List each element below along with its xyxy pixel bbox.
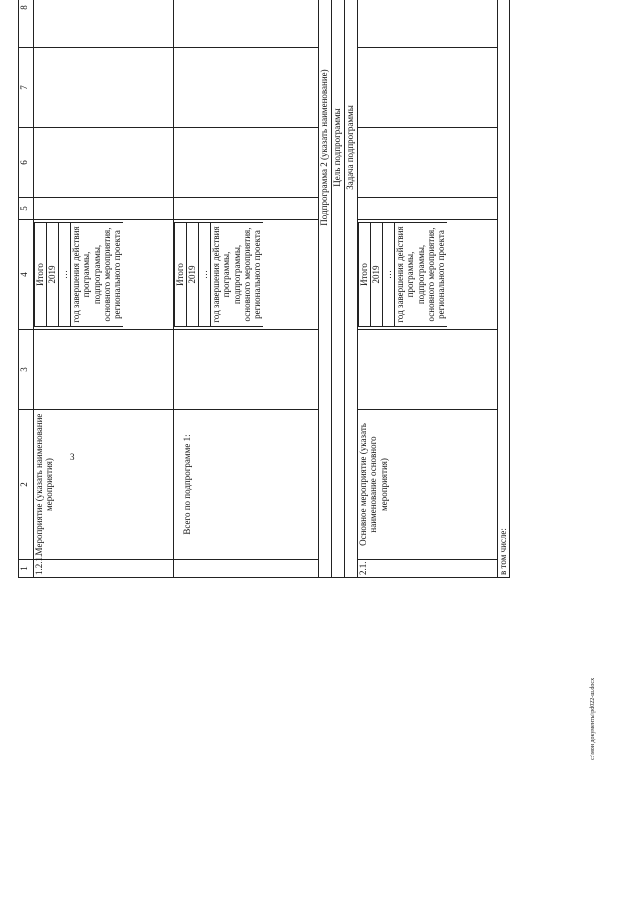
row-name: Всего по подпрограмме 1: bbox=[174, 410, 319, 560]
goal-row bbox=[332, 0, 345, 578]
table-row bbox=[358, 0, 498, 578]
column-number-row bbox=[19, 0, 34, 578]
task-row bbox=[345, 0, 358, 578]
empty-cell bbox=[34, 198, 174, 220]
col-7: 7 bbox=[19, 48, 34, 128]
empty-cell bbox=[34, 330, 174, 410]
col-6: 6 bbox=[19, 128, 34, 198]
empty-cell bbox=[358, 330, 498, 410]
period-end: год завершения действия программы, подпрограммы, основного мероприятия, регионального проекта bbox=[395, 223, 447, 327]
col-2: 2 bbox=[19, 410, 34, 560]
empty-cell bbox=[174, 48, 319, 128]
col-3: 3 bbox=[19, 330, 34, 410]
col-4: 4 bbox=[19, 220, 34, 330]
period-ellipsis: … bbox=[199, 223, 211, 327]
row-name: Мероприятие (указать наименование мероприятия) bbox=[34, 410, 174, 560]
subprogram-task: Задача подпрограммы bbox=[345, 0, 358, 578]
period-year: 2019 bbox=[187, 223, 199, 327]
empty-cell bbox=[174, 128, 319, 198]
subprogram-goal: Цель подпрограммы bbox=[332, 0, 345, 578]
footer-row bbox=[498, 0, 510, 578]
empty-cell bbox=[358, 198, 498, 220]
empty-cell bbox=[34, 0, 174, 48]
period-cell bbox=[358, 220, 498, 330]
empty-cell bbox=[174, 330, 319, 410]
empty-cell bbox=[358, 0, 498, 48]
row-number bbox=[174, 560, 319, 578]
period-end: год завершения действия программы, подпрограммы, основного мероприятия, регионального проекта bbox=[71, 223, 123, 327]
empty-cell bbox=[174, 0, 319, 48]
rotated-table-sheet bbox=[18, 0, 528, 578]
col-1: 1 bbox=[19, 560, 34, 578]
table-row bbox=[34, 0, 174, 578]
period-end: год завершения действия программы, подпрограммы, основного мероприятия, регионального проекта bbox=[211, 223, 263, 327]
period-ellipsis: … bbox=[59, 223, 71, 327]
period-year: 2019 bbox=[371, 223, 383, 327]
period-cell bbox=[34, 220, 174, 330]
period-total: Итого bbox=[175, 223, 187, 327]
period-ellipsis: … bbox=[383, 223, 395, 327]
subprogram-title: Подпрограмма 2 (указать наименование) bbox=[319, 0, 332, 578]
period-cell bbox=[174, 220, 319, 330]
period-total: Итого bbox=[35, 223, 47, 327]
col-5: 5 bbox=[19, 198, 34, 220]
page-number: 3 bbox=[70, 452, 75, 462]
empty-cell bbox=[358, 128, 498, 198]
empty-cell bbox=[34, 48, 174, 128]
period-year: 2019 bbox=[47, 223, 59, 327]
row-name: Основное мероприятие (указать наименование основного мероприятия) bbox=[358, 410, 498, 560]
subprogram-row bbox=[319, 0, 332, 578]
row-number: 2.1. bbox=[358, 560, 498, 578]
empty-cell bbox=[358, 48, 498, 128]
period-total: Итого bbox=[359, 223, 371, 327]
footer-text: в том числе: bbox=[498, 0, 510, 578]
col-8: 8 bbox=[19, 0, 34, 48]
program-table bbox=[18, 0, 510, 578]
table-row bbox=[174, 0, 319, 578]
row-number: 1.2.1. bbox=[34, 560, 174, 578]
file-path: c:\мои документы\pd022-ш.docx bbox=[590, 677, 596, 760]
empty-cell bbox=[34, 128, 174, 198]
empty-cell bbox=[174, 198, 319, 220]
